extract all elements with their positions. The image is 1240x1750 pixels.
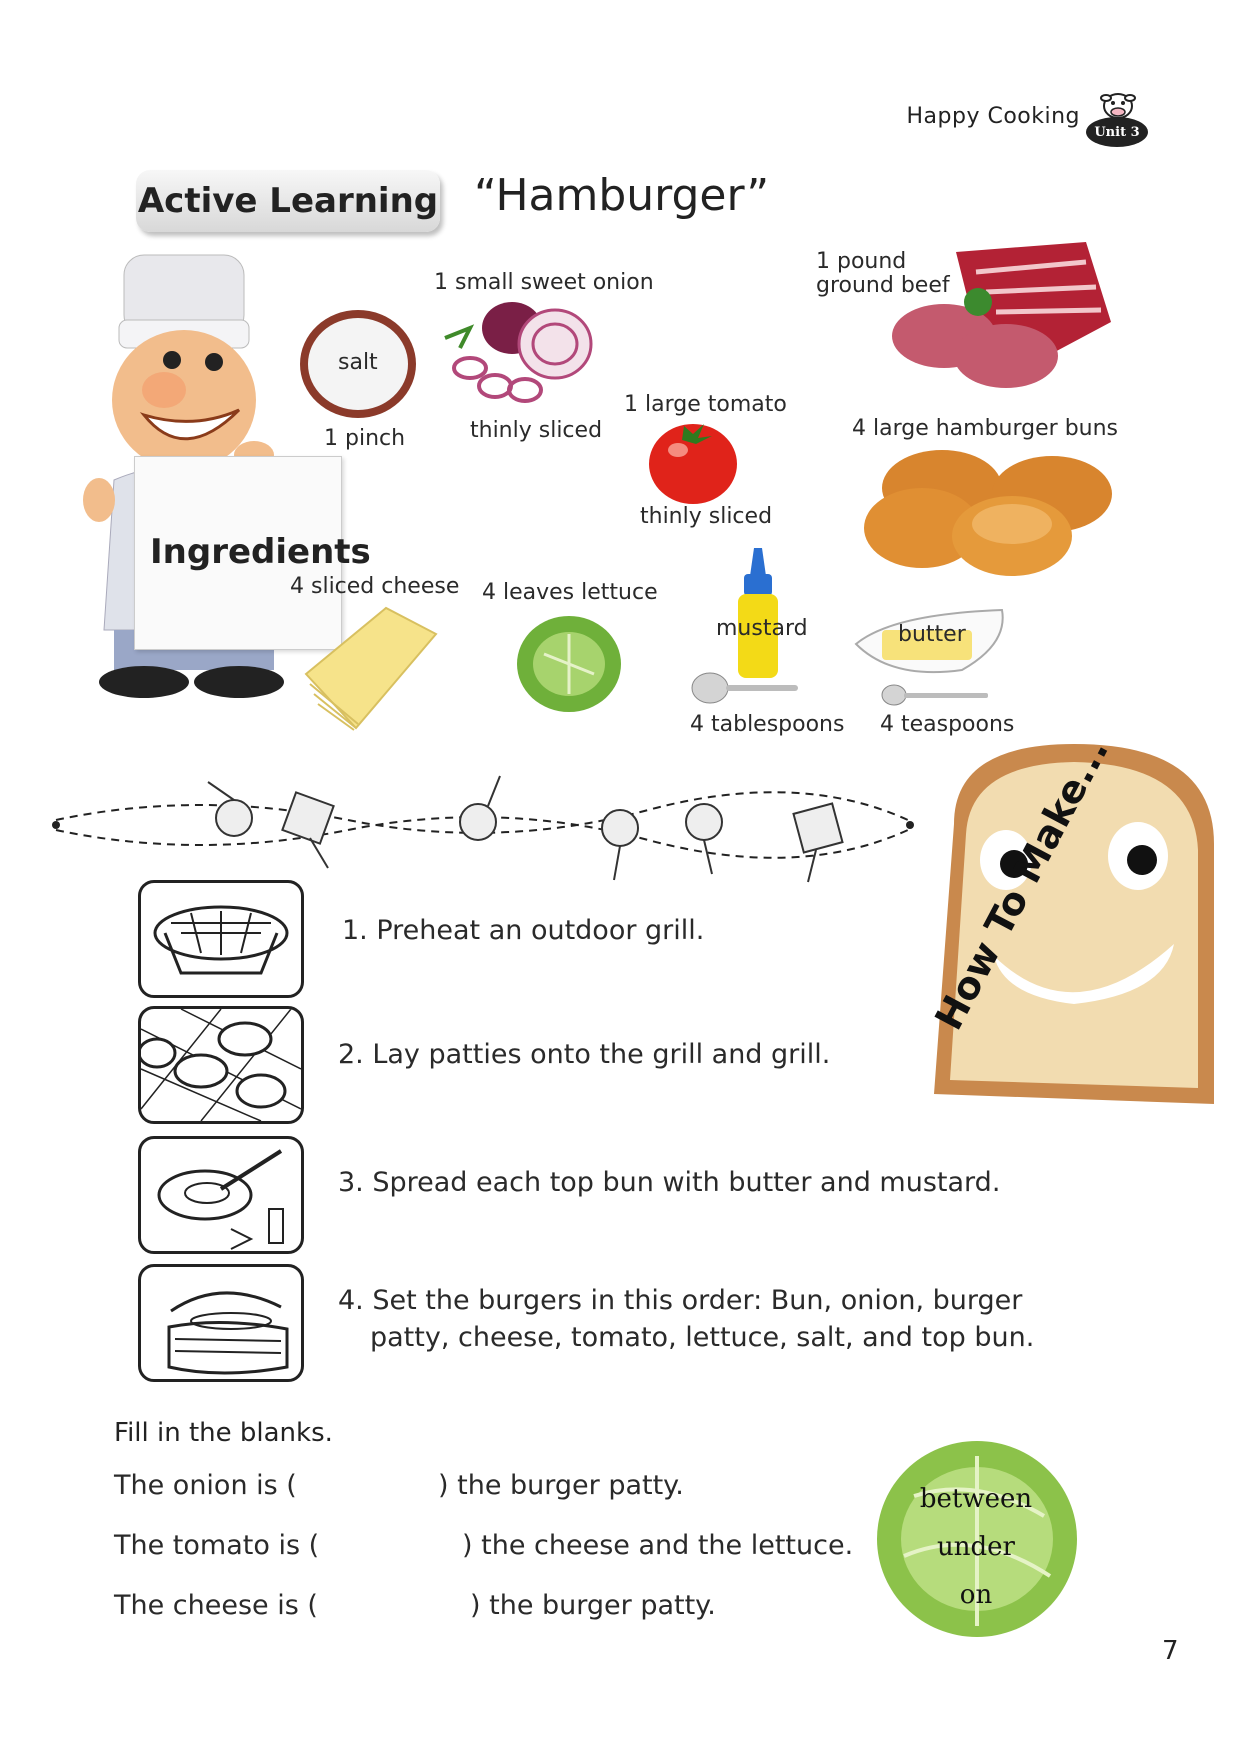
section-label: Active Learning xyxy=(136,170,440,232)
ingredients-heading: Ingredients xyxy=(150,532,371,572)
fill-line-3-before: The cheese is ( xyxy=(114,1590,318,1621)
beef-amount-line1: 1 pound xyxy=(816,249,907,274)
mustard-bottle-image xyxy=(730,548,786,680)
fill-line-2-before: The tomato is ( xyxy=(114,1530,320,1561)
butter-label: butter xyxy=(898,622,966,647)
page-number: 7 xyxy=(1162,1636,1179,1666)
fill-in-heading: Fill in the blanks. xyxy=(114,1418,333,1448)
how-to-make-heading: How To Make... xyxy=(926,730,1117,1038)
beef-image xyxy=(886,232,1118,402)
onion-prep: thinly sliced xyxy=(470,418,603,443)
butter-amount: 4 teaspoons xyxy=(880,712,1015,737)
word-bank-between: between xyxy=(919,1484,1033,1514)
header-title: Happy Cooking xyxy=(906,104,1080,129)
word-bank-under: under xyxy=(937,1532,1015,1562)
step-1-illustration xyxy=(138,880,304,998)
tomato-image xyxy=(646,416,740,506)
tomato-prep: thinly sliced xyxy=(640,504,773,529)
buns-amount: 4 large hamburger buns xyxy=(852,416,1119,441)
tomato-amount: 1 large tomato xyxy=(624,392,787,417)
onion-image xyxy=(440,298,610,410)
beef-amount-line2: ground beef xyxy=(816,273,950,298)
recipe-title: “Hamburger” xyxy=(474,170,770,221)
tablespoon-icon xyxy=(690,670,800,706)
step-4-text xyxy=(338,1282,1034,1356)
lettuce-amount: 4 leaves lettuce xyxy=(482,580,658,605)
fill-blank-2[interactable] xyxy=(304,1538,454,1568)
unit-badge: Unit 3 xyxy=(1086,117,1148,147)
step-4-text-line2: patty, cheese, tomato, lettuce, salt, and top bun. xyxy=(370,1322,1035,1353)
mustard-label: mustard xyxy=(716,616,808,641)
word-bank-on: on xyxy=(959,1580,993,1610)
teaspoon-icon xyxy=(880,682,990,708)
cheese-image xyxy=(296,604,440,732)
mustard-amount: 4 tablespoons xyxy=(690,712,845,737)
step-4-text-line1: 4. Set the burgers in this order: Bun, onion, burger xyxy=(338,1285,1023,1316)
fill-blank-1[interactable] xyxy=(282,1478,432,1508)
onion-amount: 1 small sweet onion xyxy=(434,270,654,295)
fill-line-2-after: ) the cheese and the lettuce. xyxy=(462,1530,854,1561)
fill-blank-3[interactable] xyxy=(298,1598,468,1628)
salt-amount: 1 pinch xyxy=(324,426,406,451)
lollipop-divider-decoration xyxy=(48,770,928,890)
step-2-text: 2. Lay patties onto the grill and grill. xyxy=(338,1039,831,1070)
how-to-make-banner xyxy=(926,730,1150,1038)
step-2-illustration xyxy=(138,1006,304,1124)
fill-line-1-after: ) the burger patty. xyxy=(438,1470,684,1501)
step-3-illustration xyxy=(138,1136,304,1254)
buns-image xyxy=(862,444,1116,578)
step-3-text: 3. Spread each top bun with butter and mustard. xyxy=(338,1167,1001,1198)
step-1-text: 1. Preheat an outdoor grill. xyxy=(342,915,705,946)
fill-line-3-after: ) the burger patty. xyxy=(470,1590,716,1621)
lettuce-image xyxy=(514,614,624,714)
step-4-illustration xyxy=(138,1264,304,1382)
salt-label: salt xyxy=(338,350,378,375)
fill-line-1-before: The onion is ( xyxy=(114,1470,297,1501)
cheese-amount: 4 sliced cheese xyxy=(290,574,460,599)
